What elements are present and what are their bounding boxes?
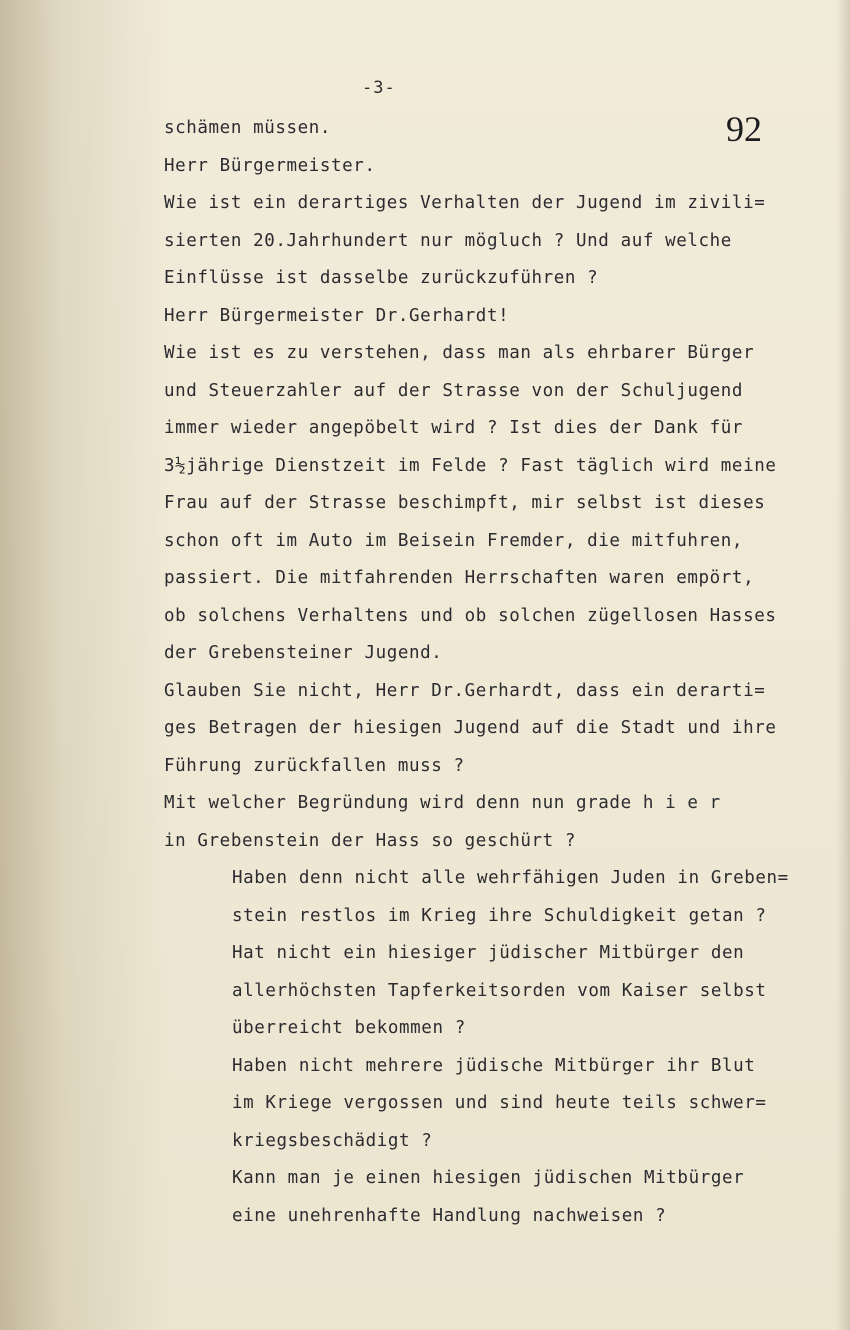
text-line: Herr Bürgermeister Dr.Gerhardt!	[164, 305, 510, 326]
text-line: Glauben Sie nicht, Herr Dr.Gerhardt, dass ein derarti=	[164, 680, 766, 701]
text-line: sierten 20.Jahrhundert nur mögluch ? Und auf welche	[164, 230, 732, 251]
text-line: schämen müssen.	[164, 118, 332, 138]
text-line-indented: Kann man je einen hiesigen jüdischen Mitbürger	[232, 1168, 745, 1188]
folio-number: 92	[726, 109, 762, 149]
text-line: der Grebensteiner Jugend.	[164, 643, 443, 663]
text-line-indented: Haben nicht mehrere jüdische Mitbürger ihr Blut	[232, 1055, 756, 1076]
text-line-indented: überreicht bekommen ?	[232, 1018, 466, 1038]
text-line: Wie ist es zu verstehen, dass man als ehrbarer Bürger	[164, 343, 755, 363]
text-line-indented: eine unehrenhafte Handlung nachweisen ?	[232, 1205, 667, 1226]
text-line-indented: stein restlos im Krieg ihre Schuldigkeit getan ?	[232, 905, 767, 926]
text-line: ges Betragen der hiesigen Jugend auf die Stadt und ihre	[164, 718, 777, 738]
text-line: 3½jährige Dienstzeit im Felde ? Fast täglich wird meine	[164, 455, 777, 476]
text-line: Mit welcher Begründung wird denn nun grade h i e r	[164, 793, 721, 813]
text-line: Wie ist ein derartiges Verhalten der Jugend im zivili=	[164, 193, 766, 213]
text-line: und Steuerzahler auf der Strasse von der Schuljugend	[164, 380, 744, 401]
text-line-indented: Hat nicht ein hiesiger jüdischer Mitbürger den	[232, 943, 745, 963]
text-line: Frau auf der Strasse beschimpft, mir selbst ist dieses	[164, 493, 766, 513]
text-line-indented: Haben denn nicht alle wehrfähigen Juden in Greben=	[232, 868, 789, 888]
text-line-indented: im Kriege vergossen und sind heute teils schwer=	[232, 1093, 767, 1113]
page-label: -3-	[362, 78, 396, 98]
text-line: Herr Bürgermeister.	[164, 155, 376, 176]
text-line-indented: kriegsbeschädigt ?	[232, 1130, 433, 1151]
text-line: Führung zurückfallen muss ?	[164, 755, 465, 776]
typed-letter-body	[164, 110, 844, 1235]
text-line: in Grebenstein der Hass so geschürt ?	[164, 830, 577, 851]
text-line: passiert. Die mitfahrenden Herrschaften waren empört,	[164, 568, 755, 588]
text-line: immer wieder angepöbelt wird ? Ist dies der Dank für	[164, 418, 744, 438]
text-line-indented: allerhöchsten Tapferkeitsorden vom Kaiser selbst	[232, 980, 767, 1001]
text-line: schon oft im Auto im Beisein Fremder, die mitfuhren,	[164, 530, 744, 551]
text-line: ob solchens Verhaltens und ob solchen zügellosen Hasses	[164, 605, 777, 626]
text-line: Einflüsse ist dasselbe zurückzuführen ?	[164, 268, 599, 288]
